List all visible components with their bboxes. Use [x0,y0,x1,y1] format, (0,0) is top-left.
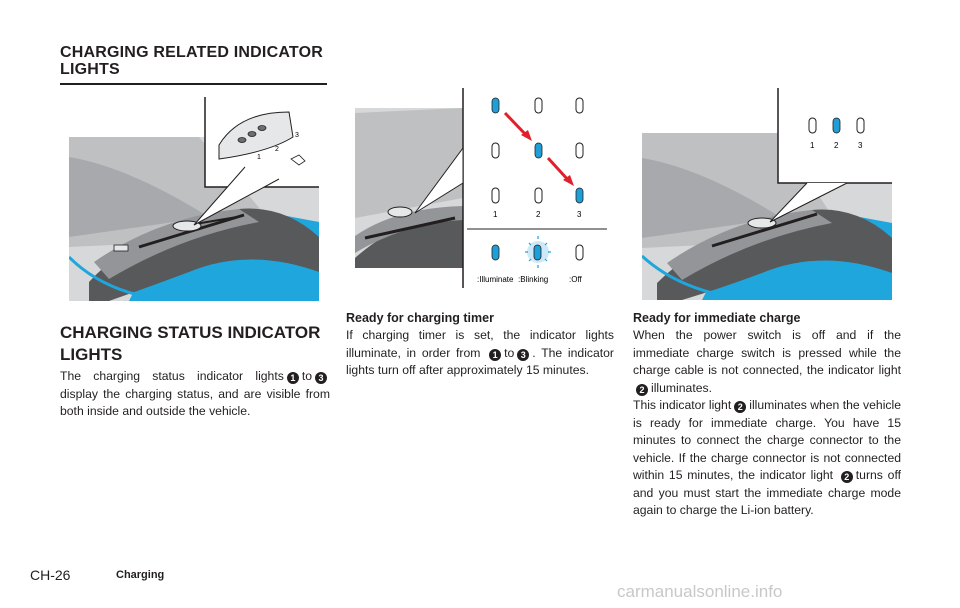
section-title-line-2: LIGHTS [60,61,120,78]
charging-timer-heading: Ready for charging timer [346,311,494,325]
immediate-charge-paragraph-1 [633,327,901,397]
charging-status-text-to: to [301,369,312,383]
callout-3: 3 [315,372,327,384]
charging-status-heading [60,322,330,366]
left-label-2: 2 [275,146,279,153]
charging-status-heading-line-2: LIGHTS [60,345,123,364]
timer-label-1: 1 [493,210,498,219]
callout-2: 2 [841,471,853,483]
page-number: CH-26 [30,567,71,583]
charging-status-heading-line-1: CHARGING STATUS INDICATOR [60,323,321,342]
right-label-3: 3 [858,141,863,150]
immediate-charge-text-2a: This indicator light [633,398,732,412]
right-label-1: 1 [810,141,815,150]
legend-off-text: :Off [569,275,582,284]
left-label-3: 3 [295,132,299,139]
watermark: carmanualsonline.info [617,582,783,601]
immediate-charge-text-1b: illuminates. [651,380,712,395]
charging-status-text-rest: display the charging status, and are visible from both inside and outside the vehicle. [60,386,330,418]
immediate-charge-text-2b: illuminates when the vehicle is ready for immediate charge. You have 15 minutes to connect the charge connector to the vehicle. If the charge connector is not connected within 15 minutes, the indicator light [633,398,901,482]
title-rule [60,83,327,85]
callout-3: 3 [517,349,529,361]
legend-off-led [576,245,583,260]
callout-1: 1 [489,349,501,361]
callout-2: 2 [734,401,746,413]
illustration-immediate-charge [642,88,892,300]
charging-timer-paragraph [346,327,614,380]
charging-status-text-start: The charging status indicator lights [60,369,284,383]
charging-timer-text-to: to [504,345,515,360]
legend-illuminate-text: :Illuminate [477,275,514,284]
sequence-arrow-2 [548,158,569,181]
footer-section-name: Charging [116,569,165,581]
right-label-2: 2 [834,141,839,150]
legend-blinking-text: :Blinking [518,275,549,284]
page-section-title [60,44,323,78]
section-title-line-1: CHARGING RELATED INDICATOR [60,44,323,61]
left-label-1: 1 [257,154,261,161]
timer-label-2: 2 [536,210,541,219]
timer-label-3: 3 [577,210,582,219]
callout-1: 1 [287,372,299,384]
immediate-charge-heading: Ready for immediate charge [633,311,801,325]
charging-status-paragraph [60,368,330,421]
immediate-charge-paragraph-2 [633,397,901,520]
charging-timer-text-2: . The indicator lights turn off after approximately 15 minutes. [346,345,614,377]
charging-timer-text-1: If charging timer is set, the indicator lights illuminate, in order from [346,328,614,360]
callout-2: 2 [636,384,648,396]
immediate-charge-text-1a: When the power switch is off and if the immediate charge switch is pressed while the charge cable is not connected, the indicator light [633,328,901,377]
illustration-charging-timer [355,88,610,300]
legend-blinking-led [525,236,551,268]
immediate-charge-text-2c: turns off and you must start the immediate charge mode again to charge the Li-ion battery. [633,468,901,517]
legend-illuminate-led [492,245,499,260]
sequence-arrow-1 [505,113,527,136]
illustration-indicator-location [69,97,319,301]
